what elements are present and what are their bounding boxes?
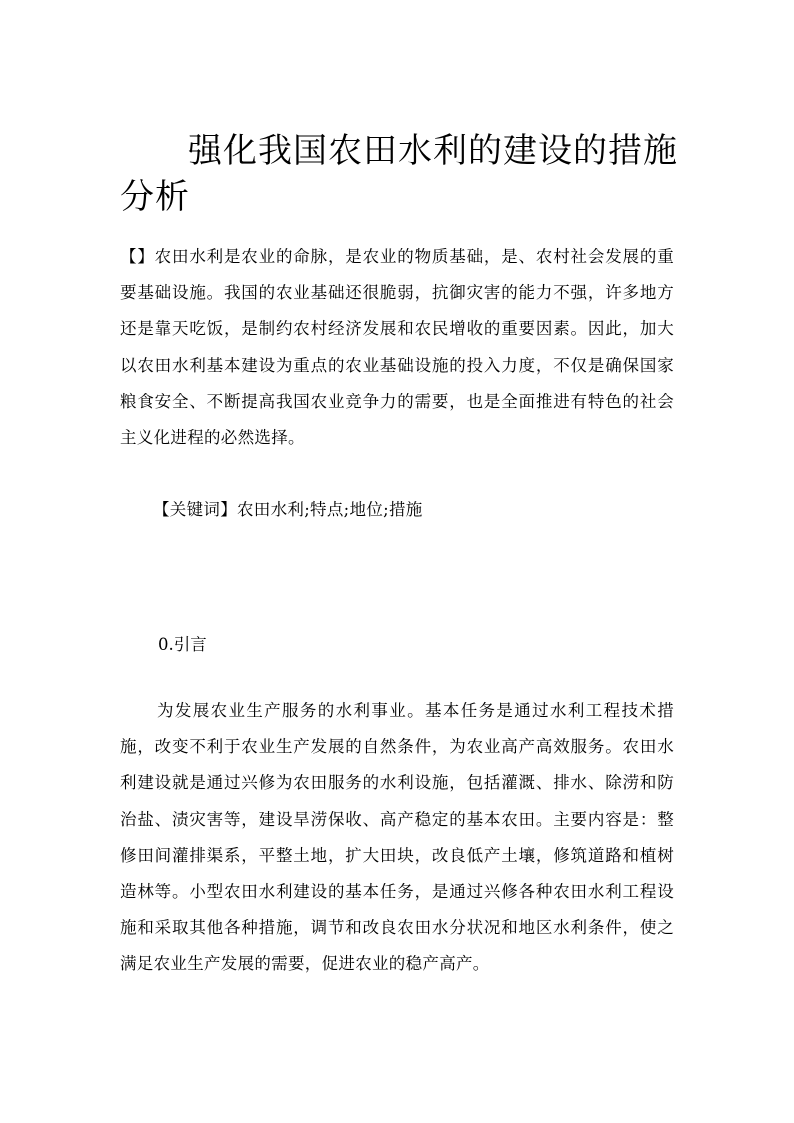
document-title: 强化我国农田水利的建设的措施分析	[120, 131, 678, 217]
keywords-line: 【关键词】农田水利;特点;地位;措施	[153, 500, 423, 519]
abstract-paragraph: 【】农田水利是农业的命脉，是农业的物质基础，是、农村社会发展的重要基础设施。我国的农业基础还很脆弱，抗御灾害的能力不强，许多地方还是靠天吃饭，是制约农村经济发展和农民增收的重要因素。因此，加大以农田水利基本建设为重点的农业基础设施的投入力度，不仅是确保国家粮食安全、不断提高我国农业竞争力的需要，也是全面推进有特色的社会主义化进程的必然选择。	[120, 247, 674, 448]
intro-paragraph: 为发展农业生产服务的水利事业。基本任务是通过水利工程技术措施，改变不利于农业生产发展的自然条件，为农业高产高效服务。农田水利建设就是通过兴修为农田服务的水利设施，包括灌溉、排水、除涝和防治盐、渍灾害等，建设旱涝保收、高产稳定的基本农田。主要内容是：整修田间灌排渠系，平整土地，扩大田块，改良低产土壤，修筑道路和植树造林等。小型农田水利建设的基本任务，是通过兴修各种农田水利工程设施和采取其他各种措施，调节和改良农田水分状况和地区水利条件，使之满足农业生产发展的需要，促进农业的稳产高产。	[120, 701, 674, 974]
section-heading-introduction: 0.引言	[158, 635, 207, 654]
